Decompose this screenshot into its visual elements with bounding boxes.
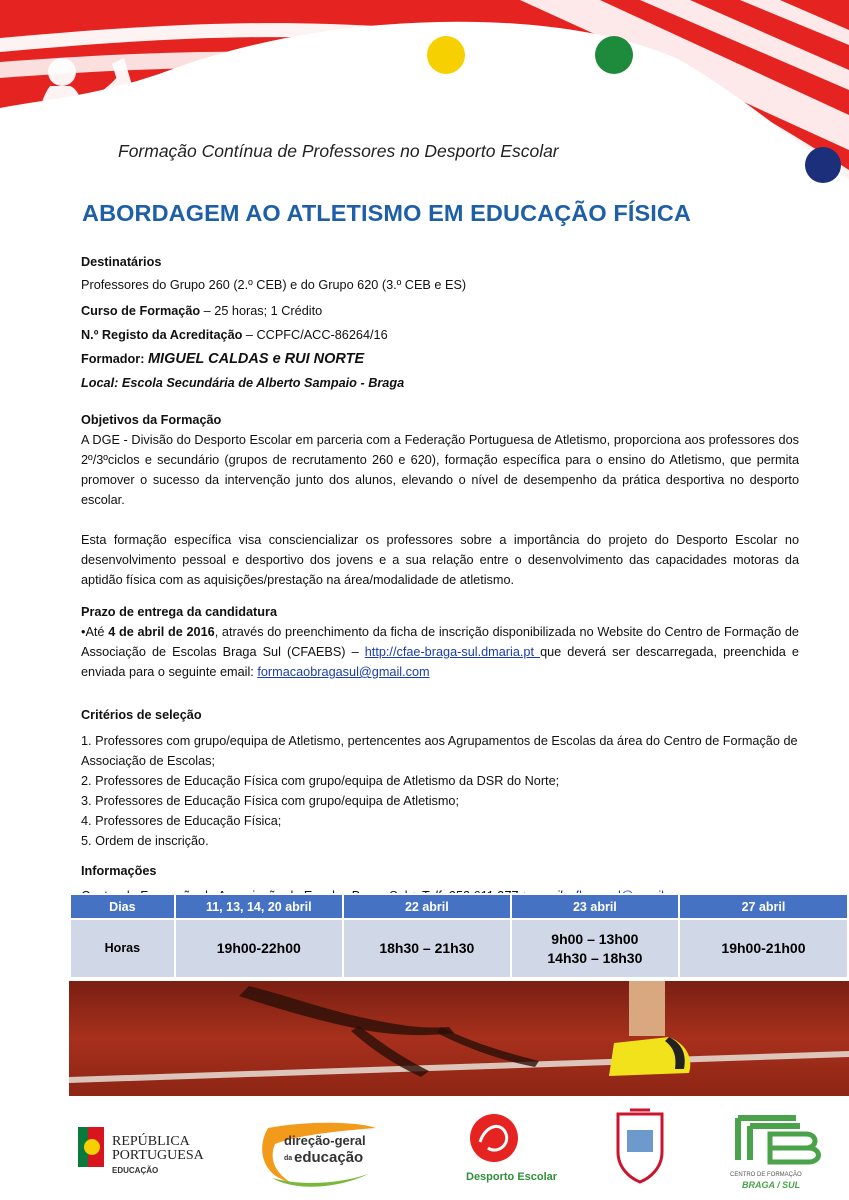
hours-value: 19h00-21h00 — [721, 940, 806, 956]
desporto-escolar-text: Desporto Escolar — [466, 1171, 558, 1183]
criterio-item: 3. Professores de Educação Física com grupo/equipa de Atletismo; — [81, 794, 460, 808]
days-label: Dias — [70, 894, 175, 919]
dge-line-2: da — [284, 1155, 293, 1162]
cf-line-2: BRAGA / SUL — [742, 1180, 801, 1190]
blue-dot — [805, 147, 841, 183]
formacao-email-link[interactable]: formacaobragasul@gmail.com — [257, 665, 430, 679]
header-banner — [0, 0, 849, 200]
prazo-bullet: •Até — [81, 625, 109, 639]
destinatarios-text: Professores do Grupo 260 (2.º CEB) e do Grupo 620 (3.º CEB e ES) — [81, 278, 467, 292]
objetivos-paragraph-2: Esta formação específica visa consciencializar os professores sobre a importância do projeto do Desporto Escolar no desenvolvimento pessoal e desportivo dos jovens e a sua relação entre o desenvolvimento das capacidades motoras da aptidão física com as aquisições/prestação na área/modalidade de atletismo. — [81, 533, 799, 587]
prazo-text: , através do preenchimento da ficha de inscrição disponibilizada no Website do Centro de Formação de Associação de Escolas Braga Sul (CFAEBS) – — [81, 625, 799, 659]
prazo-paragraph — [81, 622, 799, 682]
hours-cell — [343, 919, 511, 978]
centro-formacao-braga-sul-logo — [730, 1118, 819, 1190]
curso-value: – 25 horas; 1 Crédito — [200, 304, 323, 318]
hours-cell — [511, 919, 679, 978]
dge-line-1: direção-geral — [284, 1133, 366, 1148]
course-title: ABORDAGEM AO ATLETISMO EM EDUCAÇÃO FÍSICA — [82, 200, 691, 226]
informacoes-heading: Informações — [81, 864, 157, 878]
dge-line-3: educação — [294, 1149, 364, 1166]
destinatarios-heading: Destinatários — [81, 255, 162, 269]
day-cell: 23 abril — [511, 894, 679, 919]
prazo-heading: Prazo de entrega da candidatura — [81, 605, 278, 619]
desporto-escolar-logo — [466, 1114, 558, 1183]
day-cell: 27 abril — [679, 894, 848, 919]
local-line: Local: Escola Secundária de Alberto Sampaio - Braga — [81, 376, 405, 390]
school-crest-icon — [618, 1110, 662, 1182]
republica-line-3: EDUCAÇÃO — [112, 1166, 159, 1175]
registo-label: N.º Registo da Acreditação — [81, 328, 243, 342]
formador-name: MIGUEL CALDAS e RUI NORTE — [147, 351, 365, 367]
hours-label: Horas — [70, 919, 175, 978]
formador-label: Formador: — [81, 352, 148, 366]
hours-value: 19h00-22h00 — [216, 940, 301, 956]
criterio-item: 1. Professores com grupo/equipa de Atletismo, pertencentes aos Agrupamentos de Escolas da área do Centro de Formação de Associação de Escolas; — [81, 734, 798, 768]
green-dot — [595, 36, 633, 74]
schedule-days-row — [70, 894, 848, 919]
cfaebs-website-link[interactable]: http://cfae-braga-sul.dmaria.pt — [364, 645, 541, 659]
hours-value: 14h30 – 18h30 — [547, 949, 643, 966]
dge-logo — [262, 1123, 376, 1187]
criterio-item: 4. Professores de Educação Física; — [81, 814, 282, 828]
schedule-hours-row — [70, 919, 848, 978]
hours-cell — [175, 919, 343, 978]
hours-value: 18h30 – 21h30 — [379, 940, 475, 956]
republica-portuguesa-logo — [78, 1127, 205, 1175]
curso-line — [81, 301, 799, 321]
day-cell: 22 abril — [343, 894, 511, 919]
hours-cell — [679, 919, 848, 978]
schedule-table — [69, 893, 849, 979]
prazo-date: 4 de abril de 2016 — [108, 625, 215, 639]
criterio-item: 5. Ordem de inscrição. — [81, 834, 209, 848]
republica-line-2: PORTUGUESA — [112, 1148, 204, 1163]
registo-line — [81, 325, 799, 345]
criterio-item: 2. Professores de Educação Física com grupo/equipa de Atletismo da DSR do Norte; — [81, 774, 560, 788]
cf-line-1: CENTRO DE FORMAÇÃO — [730, 1172, 802, 1178]
hours-value: 9h00 – 13h00 — [551, 930, 639, 947]
curso-label: Curso de Formação — [81, 304, 201, 318]
prazo-text-2: que deverá ser descarregada, preenchida e enviada para o seguinte email: — [81, 645, 799, 679]
day-cell: 11, 13, 14, 20 abril — [175, 894, 343, 919]
criterios-heading: Critérios de seleção — [81, 708, 202, 722]
objetivos-paragraph-1: A DGE - Divisão do Desporto Escolar em parceria com a Federação Portuguesa de Atletismo, proporciona aos professores dos 2º/3ºciclos e secundário (grupos de recrutamento 260 e 620), formação específica para o ensino do Atletismo, que permita promover o sucesso da intervenção junto dos alunos, elevando o nível de desempenho da prática desportiva no desporto escolar. — [81, 433, 799, 507]
yellow-dot — [427, 36, 465, 74]
course-body — [81, 252, 799, 906]
objetivos-heading: Objetivos da Formação — [81, 413, 222, 427]
logos-footer — [0, 1100, 849, 1200]
formador-line — [81, 349, 799, 369]
republica-line-1: REPÚBLICA — [112, 1134, 190, 1149]
leg — [629, 981, 665, 1036]
registo-value: – CCPFC/ACC-86264/16 — [242, 328, 388, 342]
running-track-photo — [69, 981, 849, 1096]
program-subtitle: Formação Contínua de Professores no Desporto Escolar — [118, 141, 559, 161]
